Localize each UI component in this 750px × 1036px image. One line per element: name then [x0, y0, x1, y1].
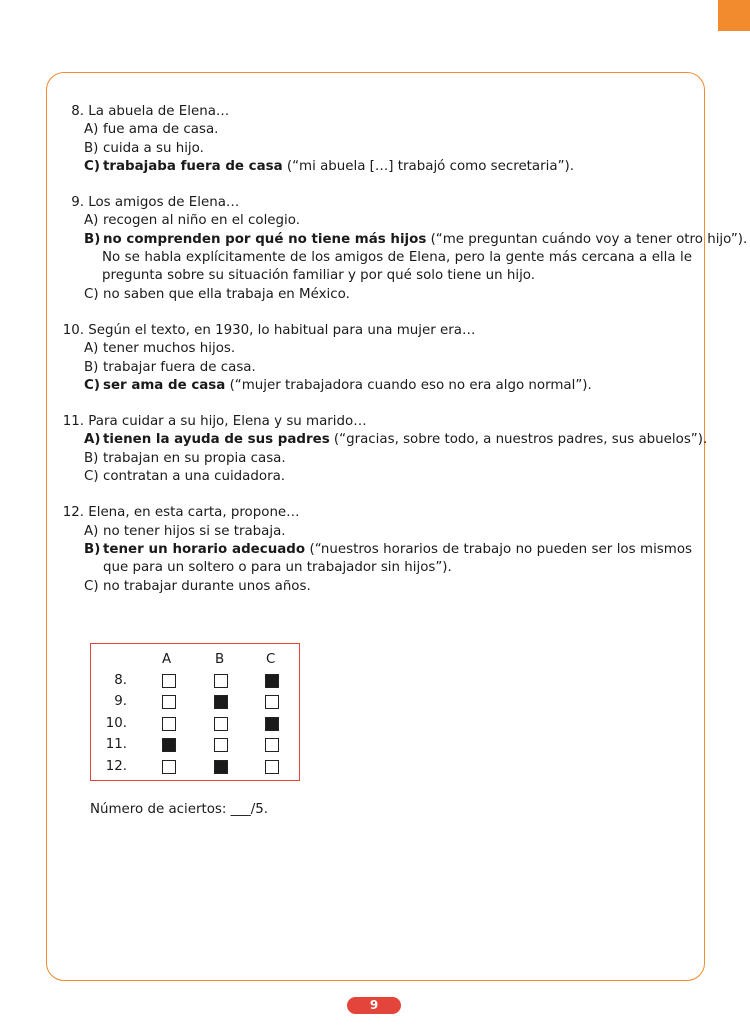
option-letter: B) [84, 359, 99, 375]
question-stem: Según el texto, en 1930, lo habitual para una mujer era… [88, 322, 476, 338]
question-11 [62, 413, 708, 486]
answer-row [91, 692, 299, 712]
question-8 [62, 103, 692, 176]
option-letter: B) [84, 541, 101, 557]
option-letter: A) [84, 432, 101, 448]
question-stem: La abuela de Elena… [88, 104, 230, 119]
option-letter: A) [84, 213, 99, 229]
answer-checkbox-b[interactable] [214, 717, 228, 731]
option-text: fue ama de casa. [103, 122, 219, 138]
option-a [62, 212, 692, 230]
column-label-b: B [215, 652, 225, 667]
option-letter: C) [84, 377, 100, 393]
question-12 [62, 504, 692, 595]
option-quote: (“gracias, sobre todo, a nuestros padres, sus abuelos”). [329, 432, 708, 448]
question-stem: Para cuidar a su hijo, Elena y su marido… [88, 414, 367, 430]
question-number: 12. [62, 505, 84, 521]
option-a [62, 340, 692, 358]
option-text: tener muchos hijos. [103, 341, 236, 357]
answer-checkbox-a[interactable] [162, 717, 176, 731]
option-text: recogen al niño en el colegio. [103, 213, 300, 229]
row-label: 12. [105, 759, 127, 774]
questions-list [62, 103, 748, 614]
page-number: 9 [347, 997, 401, 1014]
corner-tab [718, 0, 750, 31]
option-letter: C) [84, 158, 100, 174]
question-10 [62, 322, 692, 395]
option-letter: A) [84, 523, 99, 539]
option-text: trabajaba fuera de casa [103, 158, 283, 174]
option-quote: (“mujer trabajadora cuando eso no era algo normal”). [225, 377, 592, 393]
option-c [62, 286, 692, 304]
score-line: Número de aciertos: ___/5. [90, 802, 269, 817]
option-b [62, 450, 692, 468]
option-quote: (“nuestros horarios de trabajo no pueden ser los mismos que para un soltero o para un trabajador sin hijos”). [103, 541, 692, 576]
option-a [62, 523, 692, 541]
row-label: 8. [114, 673, 127, 688]
option-letter: C) [84, 578, 99, 594]
option-text: trabajan en su propia casa. [103, 450, 286, 466]
option-text: trabajar fuera de casa. [103, 359, 256, 375]
answer-grid-header [91, 650, 299, 670]
option-a [62, 121, 692, 139]
question-number: 8. [71, 104, 84, 119]
answer-checkbox-a[interactable] [162, 695, 176, 709]
option-text: no comprenden por qué no tiene más hijos [103, 231, 427, 247]
option-b-correct [62, 541, 692, 578]
option-letter: B) [84, 450, 99, 466]
row-label: 11. [105, 737, 127, 752]
question-stem: Los amigos de Elena… [88, 195, 240, 211]
option-letter: A) [84, 122, 99, 138]
option-text: no saben que ella trabaja en México. [103, 286, 350, 302]
option-b [62, 140, 692, 158]
question-9 [62, 194, 748, 304]
question-number: 10. [62, 322, 84, 338]
option-text: no tener hijos si se trabaja. [103, 523, 286, 539]
answer-checkbox-a[interactable] [162, 738, 176, 752]
option-quote: (“me preguntan cuándo voy a tener otro hijo”). [426, 231, 748, 247]
option-c-correct [62, 158, 692, 176]
option-explanation: No se habla explícitamente de los amigos de Elena, pero la gente más cercana a ella le pregunta sobre su situación familiar y por qué solo tiene un hijo. [102, 250, 692, 284]
answer-row [91, 671, 299, 691]
answer-row [91, 735, 299, 755]
column-label-a: A [162, 652, 172, 667]
answer-row [91, 757, 299, 777]
question-number: 11. [62, 414, 84, 430]
question-number: 9. [71, 195, 84, 211]
option-c [62, 578, 692, 596]
option-b-correct [62, 231, 748, 249]
answer-checkbox-b[interactable] [214, 760, 228, 774]
option-b [62, 359, 692, 377]
option-letter: B) [84, 140, 99, 156]
option-a-correct [62, 431, 708, 449]
option-text: cuida a su hijo. [103, 140, 204, 156]
answer-checkbox-b[interactable] [214, 695, 228, 709]
answer-checkbox-b[interactable] [214, 738, 228, 752]
option-text: tienen la ayuda de sus padres [103, 432, 330, 448]
column-label-c: C [266, 652, 276, 667]
option-c [62, 468, 692, 486]
option-text: no trabajar durante unos años. [103, 578, 311, 594]
answer-checkbox-c[interactable] [265, 695, 279, 709]
option-quote: (“mi abuela […] trabajó como secretaria”). [282, 158, 574, 174]
option-text: contratan a una cuidadora. [103, 469, 286, 485]
option-letter: A) [84, 341, 99, 357]
answer-checkbox-c[interactable] [265, 738, 279, 752]
answer-checkbox-a[interactable] [162, 760, 176, 774]
answer-checkbox-b[interactable] [214, 674, 228, 688]
answer-checkbox-c[interactable] [265, 717, 279, 731]
answer-grid [90, 643, 300, 781]
row-label: 9. [114, 694, 127, 709]
option-letter: B) [84, 231, 101, 247]
option-text: tener un horario adecuado [103, 541, 306, 557]
question-stem: Elena, en esta carta, propone… [88, 505, 300, 521]
answer-checkbox-a[interactable] [162, 674, 176, 688]
row-label: 10. [105, 716, 127, 731]
option-letter: C) [84, 469, 99, 485]
answer-checkbox-c[interactable] [265, 760, 279, 774]
answer-row [91, 714, 299, 734]
option-letter: C) [84, 286, 99, 302]
answer-checkbox-c[interactable] [265, 674, 279, 688]
option-c-correct [62, 377, 692, 395]
option-text: ser ama de casa [103, 377, 226, 393]
